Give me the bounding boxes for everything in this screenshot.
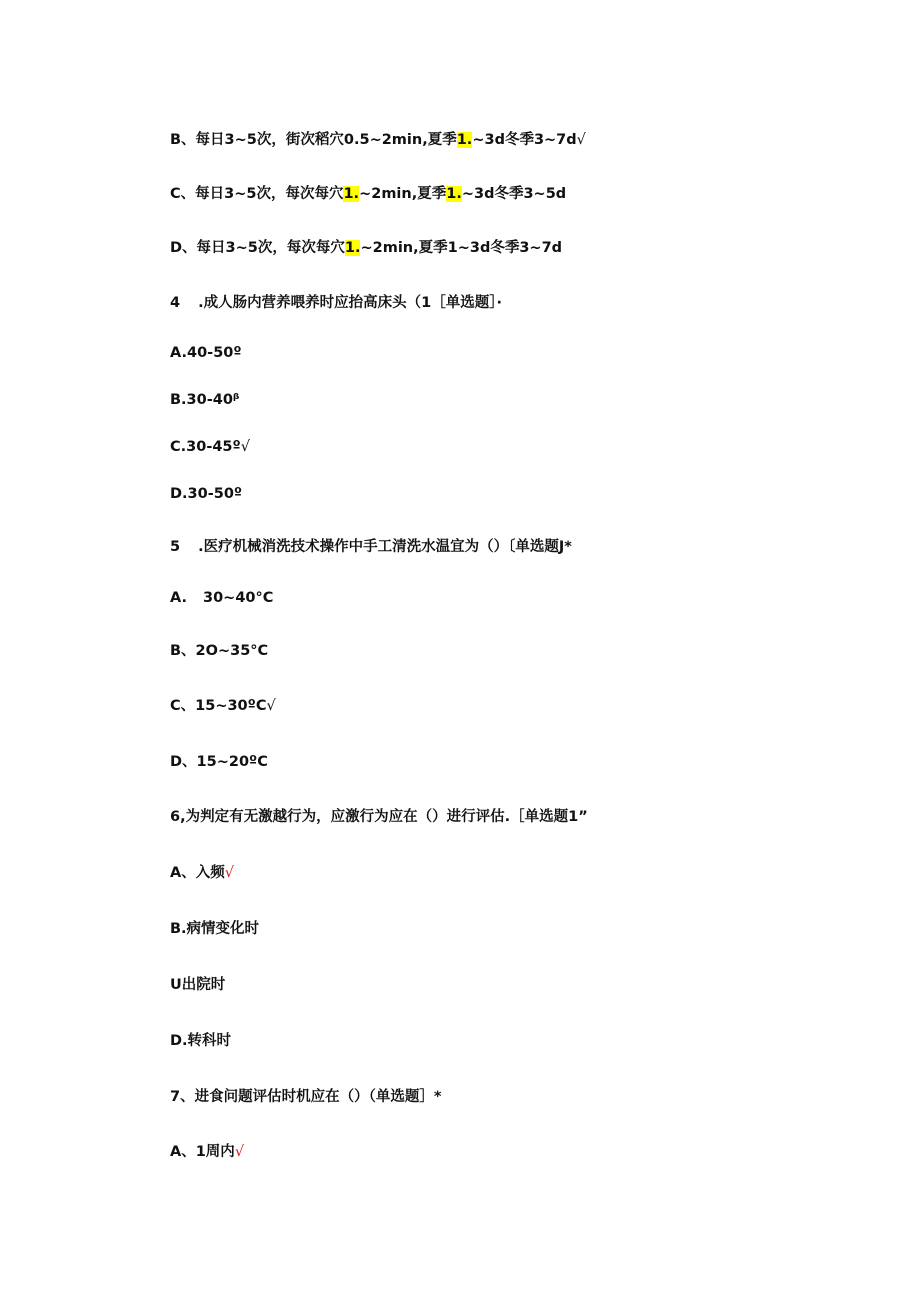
check-mark-icon: √	[266, 698, 276, 714]
option-text: ~3d冬季3~7d	[472, 132, 577, 148]
option-text: B.30-40ᵝ	[170, 392, 240, 408]
option-text: U出院时	[170, 977, 226, 993]
option-text: C.30-45º	[170, 439, 241, 455]
option-text: A、1周内	[170, 1144, 235, 1160]
highlighted-text: 1.	[456, 132, 473, 148]
check-mark-icon: √	[576, 132, 586, 148]
question-text: 7、进食问题评估时机应在（）（单选题］*	[170, 1089, 442, 1105]
option-text: A、入频	[170, 865, 225, 881]
question-3-option-b	[170, 131, 586, 149]
question-4-option-c	[170, 438, 250, 456]
question-4-option-b	[170, 391, 239, 409]
option-text: 30~40°C	[203, 590, 274, 606]
question-text: .医疗机械消洗技术操作中手工清洗水温宜为（）〔单选题J*	[198, 539, 572, 555]
question-6-option-c	[170, 976, 225, 994]
question-6-option-a	[170, 864, 234, 882]
question-number: 5	[170, 539, 181, 555]
option-text: ~2min,夏季1~3d冬季3~7d	[360, 240, 563, 256]
question-4-option-d	[170, 485, 242, 503]
question-text: 6,为判定有无激越行为，应激行为应在（）进行评估.［单选题1”	[170, 809, 588, 825]
question-5-title	[170, 538, 572, 556]
question-5-option-c	[170, 697, 276, 715]
option-text: D、每日3~5次，每次每穴	[170, 240, 345, 256]
highlighted-text: 1.	[344, 240, 361, 256]
option-text: C、每日3~5次，每次每穴	[170, 186, 344, 202]
question-number: 4	[170, 295, 181, 311]
question-7-option-a	[170, 1143, 244, 1161]
question-6-option-d	[170, 1032, 231, 1050]
question-3-option-c	[170, 185, 566, 203]
question-3-option-d	[170, 239, 562, 257]
question-4-title	[170, 294, 502, 312]
option-text: D.转科时	[170, 1033, 232, 1049]
question-4-option-a	[170, 344, 242, 362]
option-text: B、每日3~5次，街次稻穴0.5~2min,夏季	[170, 132, 457, 148]
option-text: D、15~20ºC	[170, 754, 268, 770]
question-text: .成人肠内营养喂养时应抬高床头（1［单选题］·	[198, 295, 502, 311]
question-6-option-b	[170, 920, 259, 938]
option-label: A.	[170, 590, 187, 606]
check-mark-icon: √	[234, 1144, 245, 1160]
question-7-title	[170, 1088, 441, 1106]
check-mark-icon: √	[240, 439, 250, 455]
question-5-option-a	[170, 589, 273, 607]
option-text: B.病情变化时	[170, 921, 260, 937]
option-text: ~2min,夏季	[359, 186, 447, 202]
option-text: A.40-50º	[170, 345, 242, 361]
question-5-option-d	[170, 753, 268, 771]
question-5-option-b	[170, 642, 268, 660]
check-mark-icon: √	[224, 865, 234, 881]
highlighted-text: 1.	[343, 186, 360, 202]
option-text: B、2O~35°C	[170, 643, 269, 659]
question-6-title	[170, 808, 588, 826]
option-text: D.30-50º	[170, 486, 243, 502]
highlighted-text: 1.	[446, 186, 462, 202]
option-text: C、15~30ºC	[170, 698, 267, 714]
option-text: ~3d冬季3~5d	[461, 186, 567, 202]
